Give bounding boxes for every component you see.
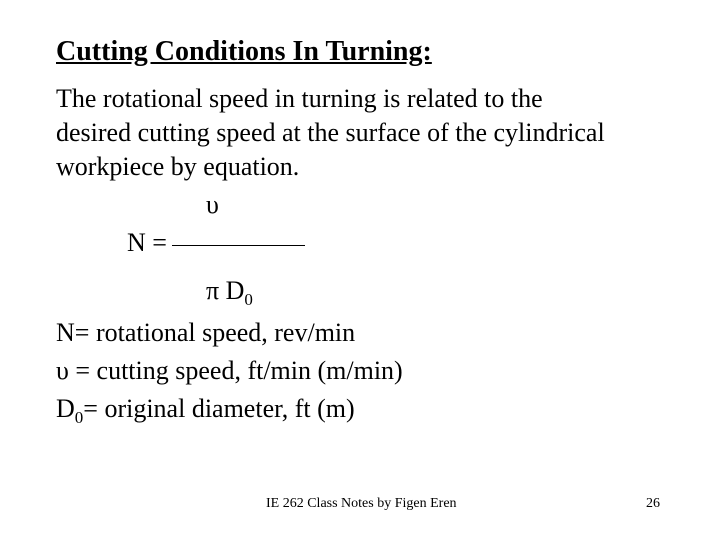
definitions-list xyxy=(56,314,403,437)
slide-title: Cutting Conditions In Turning: xyxy=(56,36,432,67)
definition-item xyxy=(56,352,403,390)
intro-paragraph xyxy=(56,82,676,184)
definition-item xyxy=(56,314,403,352)
intro-line: The rotational speed in turning is related to the xyxy=(56,84,543,113)
definition-item xyxy=(56,390,403,437)
definition-text: = cutting speed, ft/min (m/min) xyxy=(68,356,403,385)
definition-symbol: υ xyxy=(56,356,69,385)
equation-lhs: N = xyxy=(127,228,167,257)
equation-denominator xyxy=(206,276,253,310)
equation-numerator: υ xyxy=(206,190,219,219)
intro-line: desired cutting speed at the surface of the cylindrical xyxy=(56,118,605,147)
definition-symbol: N xyxy=(56,318,75,347)
intro-line: workpiece by equation. xyxy=(56,152,300,181)
denominator-text: π D xyxy=(206,276,245,305)
definition-text: = rotational speed, rev/min xyxy=(74,318,356,347)
definition-symbol: D xyxy=(56,394,75,423)
definition-subscript: 0 xyxy=(74,408,84,427)
page-number: 26 xyxy=(646,496,660,511)
slide-footer: IE 262 Class Notes by Figen Eren xyxy=(266,496,457,511)
fraction-bar xyxy=(172,245,305,246)
denominator-subscript: 0 xyxy=(244,290,253,309)
definition-text: = original diameter, ft (m) xyxy=(83,394,355,423)
